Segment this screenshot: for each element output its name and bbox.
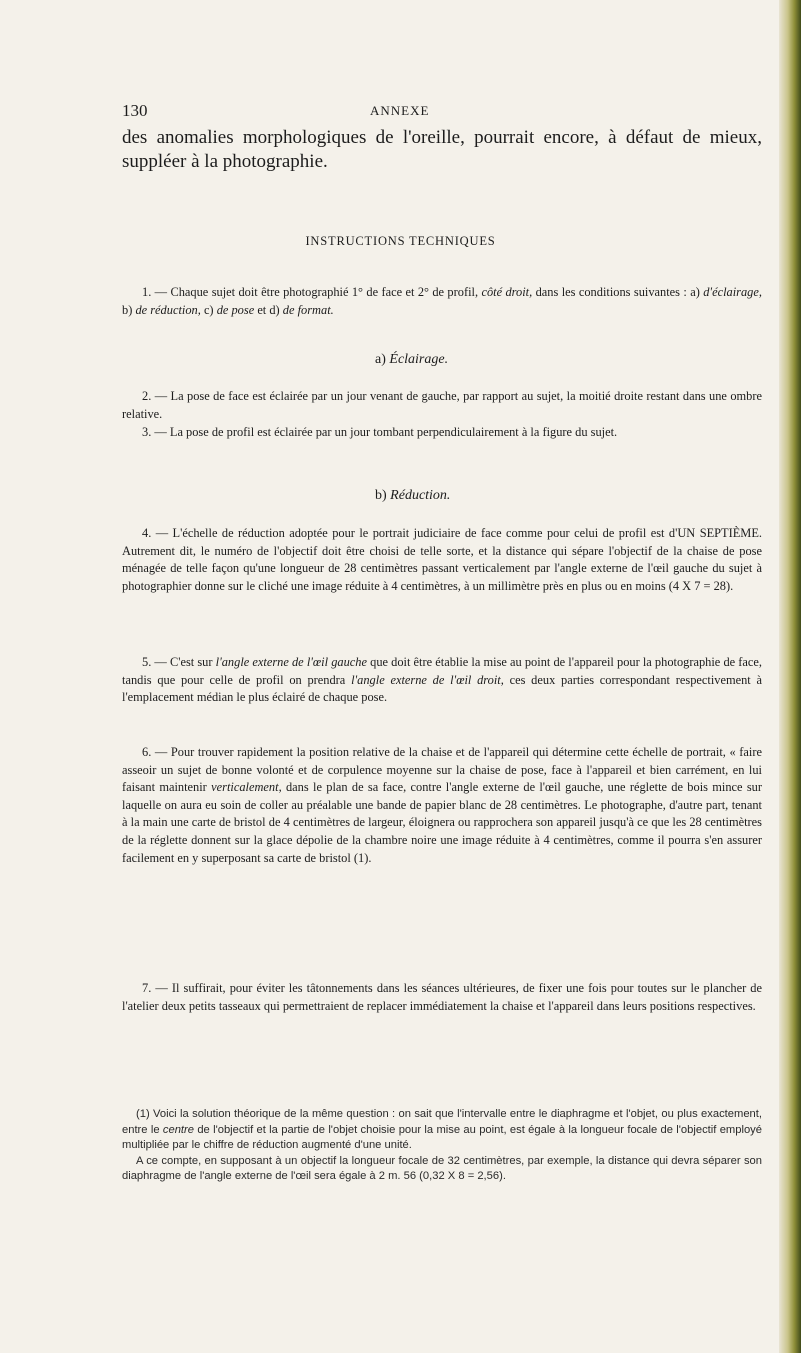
paragraph-6: 6. — Pour trouver rapidement la position relative de la chaise et de l'appareil qui détermine cette échelle de portrait, « faire asseoir un sujet de bonne volonté et de corpulence moyenne sur la chaise de pose, face à l'appareil et bien carrément, en lui faisant maintenir verticalement, dans le plan de sa face, contre l'angle externe de l'œil gauche, une réglette de bois mince sur laquelle on aura eu soin de coller au préalable une bande de papier blanc de 28 centimètres. Le photographe, d'autre part, tenant à la main une carte de bristol de 4 centimètres de largeur, éloignera ou rapprochera son appareil jusqu'à ce que les 28 centimètres de la réglette donnent sur la glace dépolie de la chambre noire une image réduite à 4 centimètres, comme il pourra s'en assurer facilement en y superposant sa carte de bristol (1). xyxy=(122,745,762,865)
subheading-eclairage: a) Éclairage. xyxy=(375,352,449,367)
footnote-paragraph-2: A ce compte, en supposant à un objectif la longueur focale de 32 centimètres, par exemple, la distance qui devra séparer son diaphragme de l'angle externe de l'œil sera égale à 2 m. 56 (0,32 X 8 = 2,56). xyxy=(122,1154,762,1183)
paragraph-4: 4. — L'échelle de réduction adoptée pour le portrait judiciaire de face comme pour celui de profil est d'UN SEPTIÈME. Autrement dit, le numéro de l'objectif doit être choisi de telle sorte, et la distance qui sépare l'objectif de la chaise de pose ménagée de telle façon qu'une longueur de 28 centimètres passant verticalement par l'angle externe de l'œil gauche du sujet à photographier donne sur le cliché une image réduite à 4 centimètres, à un millimètre près en plus ou en moins (4 X 7 = 28). xyxy=(122,526,762,593)
paragraph-7: 7. — Il suffirait, pour éviter les tâtonnements dans les séances ultérieures, de fixer une fois pour toutes sur le plancher de l'atelier deux petits tasseaux qui permettraient de replacer immédiatement la chaise et l'appareil dans leurs positions respectives. xyxy=(122,981,762,1013)
paragraph-2: 2. — La pose de face est éclairée par un jour venant de gauche, par rapport au sujet, la moitié droite restant dans une ombre relative. xyxy=(122,389,762,421)
footnote xyxy=(122,1107,762,1185)
page-number: 130 xyxy=(122,101,148,120)
subheading-reduction: b) Réduction. xyxy=(375,488,451,503)
paragraph-5: 5. — C'est sur l'angle externe de l'œil gauche que doit être établie la mise au point de l'appareil pour la photographie de face, tandis que pour celle de profil on prendra l'angle externe de l'œil droit, ces deux parties correspondant respectivement à l'emplacement médian le plus éclairé de chaque pose. xyxy=(122,655,762,705)
footnote-paragraph-1: (1) Voici la solution théorique de la même question : on sait que l'intervalle entre le diaphragme et l'objet, ou plus exactement, entre le centre de l'objectif et la partie de l'objet choisie pour la mise au point, est égale à la longueur focale de l'objectif employé multipliée par le chiffre de réduction augmenté d'une unité. xyxy=(122,1108,762,1152)
running-head: ANNEXE xyxy=(370,103,430,118)
page-header xyxy=(0,101,801,121)
section-title: INSTRUCTIONS TECHNIQUES xyxy=(305,234,496,248)
paragraph-1: 1. — Chaque sujet doit être photographié 1° de face et 2° de profil, côté droit, dans les conditions suivantes : a) d'éclairage, b) de réduction, c) de pose et d) de format. xyxy=(122,285,762,317)
intro-paragraph: des anomalies morphologiques de l'oreille, pourrait encore, à défaut de mieux, suppléer à la photographie. xyxy=(122,127,762,172)
paragraph-3: 3. — La pose de profil est éclairée par un jour tombant perpendiculairement à la figure du sujet. xyxy=(142,425,618,439)
page-edge xyxy=(779,0,801,1353)
